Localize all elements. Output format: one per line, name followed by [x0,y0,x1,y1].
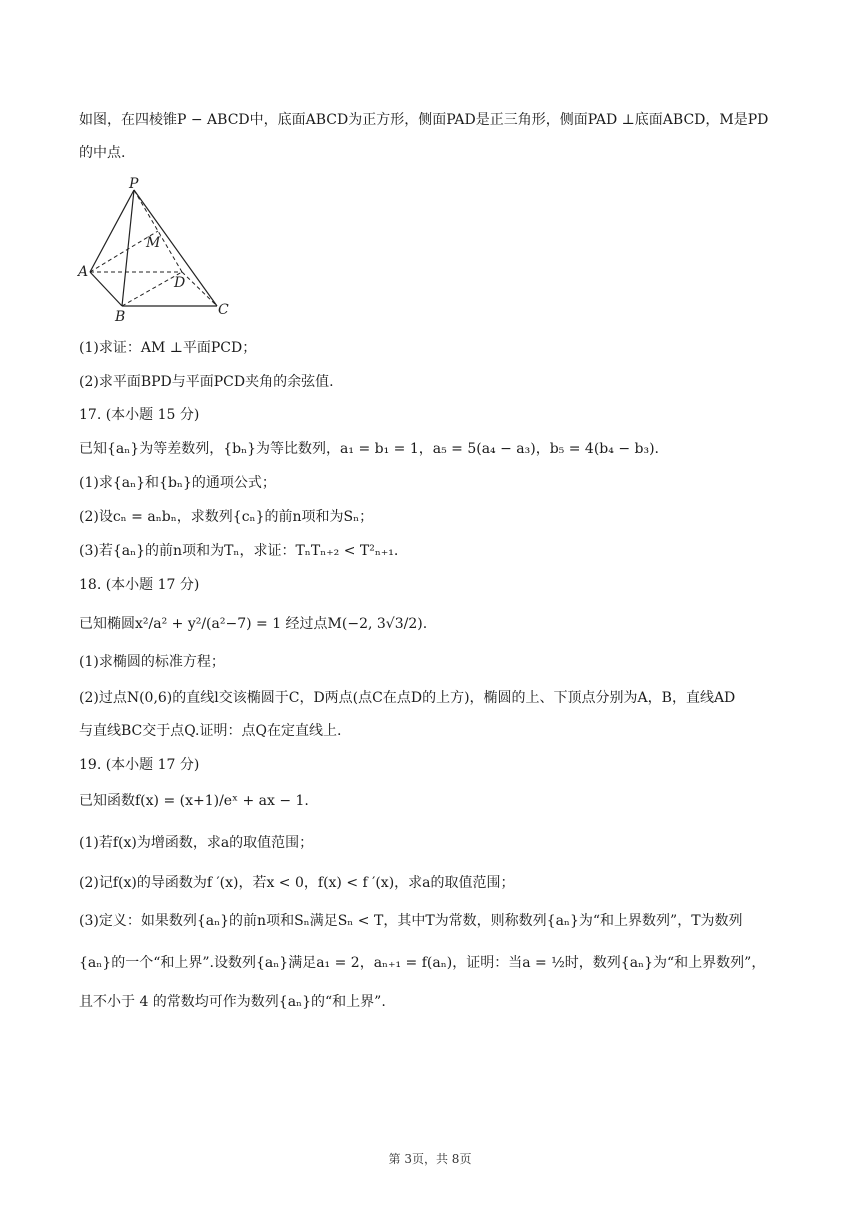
problem16-q1: (1)求证：AM ⊥平面PCD； [79,340,257,356]
edge-PA [90,190,134,272]
problem17-q2: (2)设cₙ = aₙbₙ，求数列{cₙ}的前n项和为Sₙ； [79,509,374,525]
problem19-header: 19. (本小题 17 分) [79,757,200,773]
label-D: D [174,275,186,291]
problem19-q3-line3: 且不小于 4 的常数均可作为数列{aₙ}的“和上界”. [79,994,386,1010]
label-A: A [78,264,89,280]
problem18-q1: (1)求椭圆的标准方程； [79,654,225,670]
label-M: M [146,235,161,251]
problem19-q3-line1: (3)定义：如果数列{aₙ}的前n项和Sₙ满足Sₙ < T，其中T为常数，则称数列{aₙ}为“和上界数列”，T为数列 [79,913,743,929]
label-C: C [218,302,229,318]
pyramid-figure [72,176,242,326]
problem17-stem: 已知{aₙ}为等差数列，{bₙ}为等比数列，a₁ = b₁ = 1，a₅ = 5(a₄ − a₃)，b₅ = 4(b₄ − b₃). [79,441,659,457]
problem18-stem: 已知椭圆x²/a² + y²/(a²−7) = 1 经过点M(−2, 3√3/2). [79,616,428,632]
problem16-stem-line1: 如图，在四棱锥P − ABCD中，底面ABCD为正方形，侧面PAD是正三角形，侧面PAD ⊥底面ABCD，M是PD [79,112,769,128]
problem17-q1: (1)求{aₙ}和{bₙ}的通项公式； [79,475,276,491]
problem19-q2: (2)记f(x)的导函数为f ′(x)，若x < 0，f(x) < f ′(x)，求a的取值范围； [79,875,515,891]
problem19-q3-line2: {aₙ}的一个“和上界”.设数列{aₙ}满足a₁ = 2，aₙ₊₁ = f(aₙ)，证明：当a = ½时，数列{aₙ}为“和上界数列”， [79,955,766,971]
edge-AB [90,272,122,306]
label-B: B [115,309,126,325]
edge-PB [122,190,134,306]
page-footer: 第 3页，共 8页 [388,1152,472,1166]
problem19-stem: 已知函数f(x) = (x+1)/eˣ + ax − 1. [79,793,309,809]
problem17-q3: (3)若{aₙ}的前n项和为Tₙ，求证：TₙTₙ₊₂ < T²ₙ₊₁. [79,543,399,559]
problem16-stem-line2: 的中点. [79,145,126,161]
problem18-header: 18. (本小题 17 分) [79,577,200,593]
edge-DC [182,272,217,306]
problem16-q2: (2)求平面BPD与平面PCD夹角的余弦值. [79,374,334,390]
diagonal-BD [122,272,182,306]
problem17-header: 17. (本小题 15 分) [79,407,200,423]
problem19-q1: (1)若f(x)为增函数，求a的取值范围； [79,835,314,851]
problem18-q2-line2: 与直线BC交于点Q.证明：点Q在定直线上. [79,723,342,739]
problem18-q2-line1: (2)过点N(0,6)的直线l交该椭圆于C，D两点(点C在点D的上方)，椭圆的上、下顶点分别为A，B，直线AD [79,690,736,706]
label-P: P [129,176,139,192]
